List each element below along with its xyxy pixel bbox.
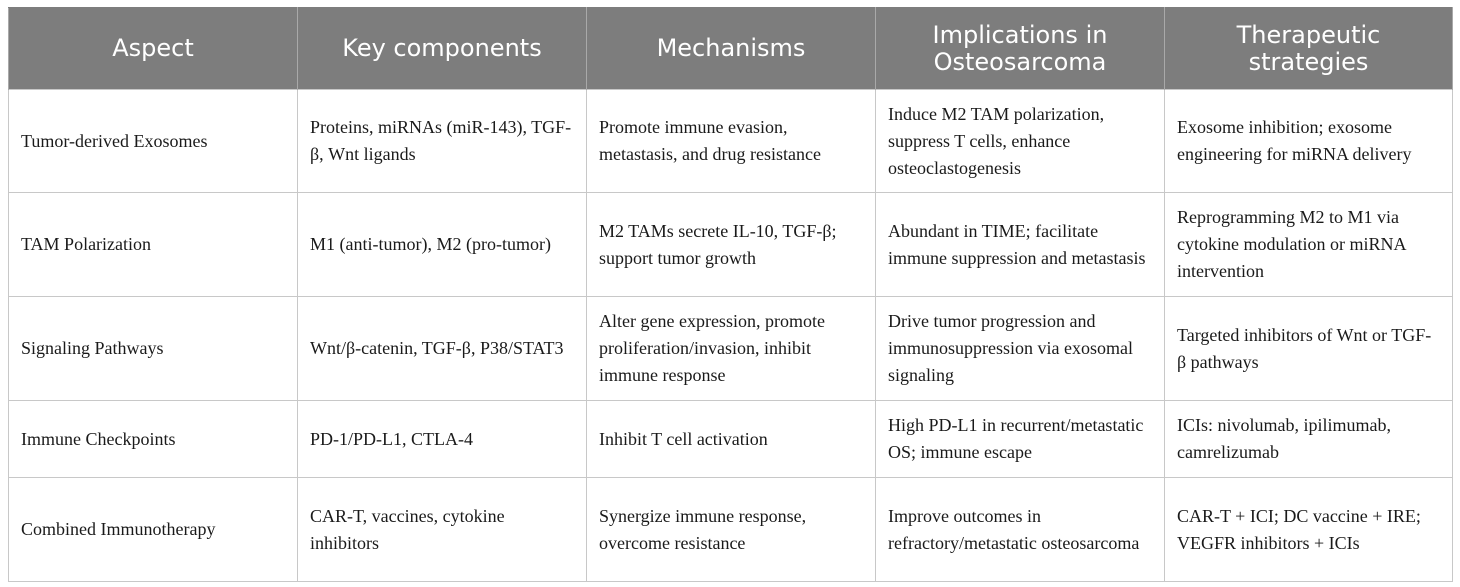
cell-components: Proteins, miRNAs (miR-143), TGF-β, Wnt ligands	[298, 90, 587, 193]
cell-strategies: CAR-T + ICI; DC vaccine + IRE; VEGFR inhibitors + ICIs	[1165, 478, 1453, 582]
cell-mechanisms: Inhibit T cell activation	[587, 401, 876, 478]
cell-implications: High PD-L1 in recurrent/metastatic OS; immune escape	[876, 401, 1165, 478]
table-row	[9, 90, 1453, 193]
cell-implications: Drive tumor progression and immunosuppression via exosomal signaling	[876, 297, 1165, 401]
cell-aspect: Signaling Pathways	[9, 297, 298, 401]
cell-aspect: Combined Immunotherapy	[9, 478, 298, 582]
table-body	[9, 90, 1453, 582]
header-mechanisms: Mechanisms	[587, 8, 876, 90]
cell-strategies: Exosome inhibition; exosome engineering for miRNA delivery	[1165, 90, 1453, 193]
table-header	[9, 8, 1453, 90]
cell-strategies: Reprogramming M2 to M1 via cytokine modulation or miRNA intervention	[1165, 193, 1453, 297]
header-implications	[876, 8, 1165, 90]
cell-components: M1 (anti-tumor), M2 (pro-tumor)	[298, 193, 587, 297]
cell-aspect: Tumor-derived Exosomes	[9, 90, 298, 193]
cell-strategies: Targeted inhibitors of Wnt or TGF-β pathways	[1165, 297, 1453, 401]
table-row	[9, 297, 1453, 401]
table-row	[9, 193, 1453, 297]
summary-table-container	[8, 7, 1452, 582]
cell-implications: Abundant in TIME; facilitate immune suppression and metastasis	[876, 193, 1165, 297]
header-implications-text: Implications in Osteosarcoma	[932, 20, 1108, 76]
cell-components: PD-1/PD-L1, CTLA-4	[298, 401, 587, 478]
header-therapeutic-strategies	[1165, 8, 1453, 90]
cell-strategies: ICIs: nivolumab, ipilimumab, camrelizumab	[1165, 401, 1453, 478]
cell-components: Wnt/β-catenin, TGF-β, P38/STAT3	[298, 297, 587, 401]
cell-mechanisms: Promote immune evasion, metastasis, and drug resistance	[587, 90, 876, 193]
header-row	[9, 8, 1453, 90]
header-strategies-text: Therapeutic strategies	[1236, 20, 1381, 76]
cell-mechanisms: M2 TAMs secrete IL-10, TGF-β; support tumor growth	[587, 193, 876, 297]
cell-implications: Improve outcomes in refractory/metastatic osteosarcoma	[876, 478, 1165, 582]
table-row	[9, 478, 1453, 582]
header-key-components: Key components	[298, 8, 587, 90]
table-row	[9, 401, 1453, 478]
summary-table	[8, 7, 1453, 582]
cell-aspect: TAM Polarization	[9, 193, 298, 297]
header-aspect: Aspect	[9, 8, 298, 90]
cell-components: CAR-T, vaccines, cytokine inhibitors	[298, 478, 587, 582]
cell-mechanisms: Alter gene expression, promote proliferation/invasion, inhibit immune response	[587, 297, 876, 401]
cell-aspect: Immune Checkpoints	[9, 401, 298, 478]
cell-implications: Induce M2 TAM polarization, suppress T cells, enhance osteoclastogenesis	[876, 90, 1165, 193]
cell-mechanisms: Synergize immune response, overcome resistance	[587, 478, 876, 582]
